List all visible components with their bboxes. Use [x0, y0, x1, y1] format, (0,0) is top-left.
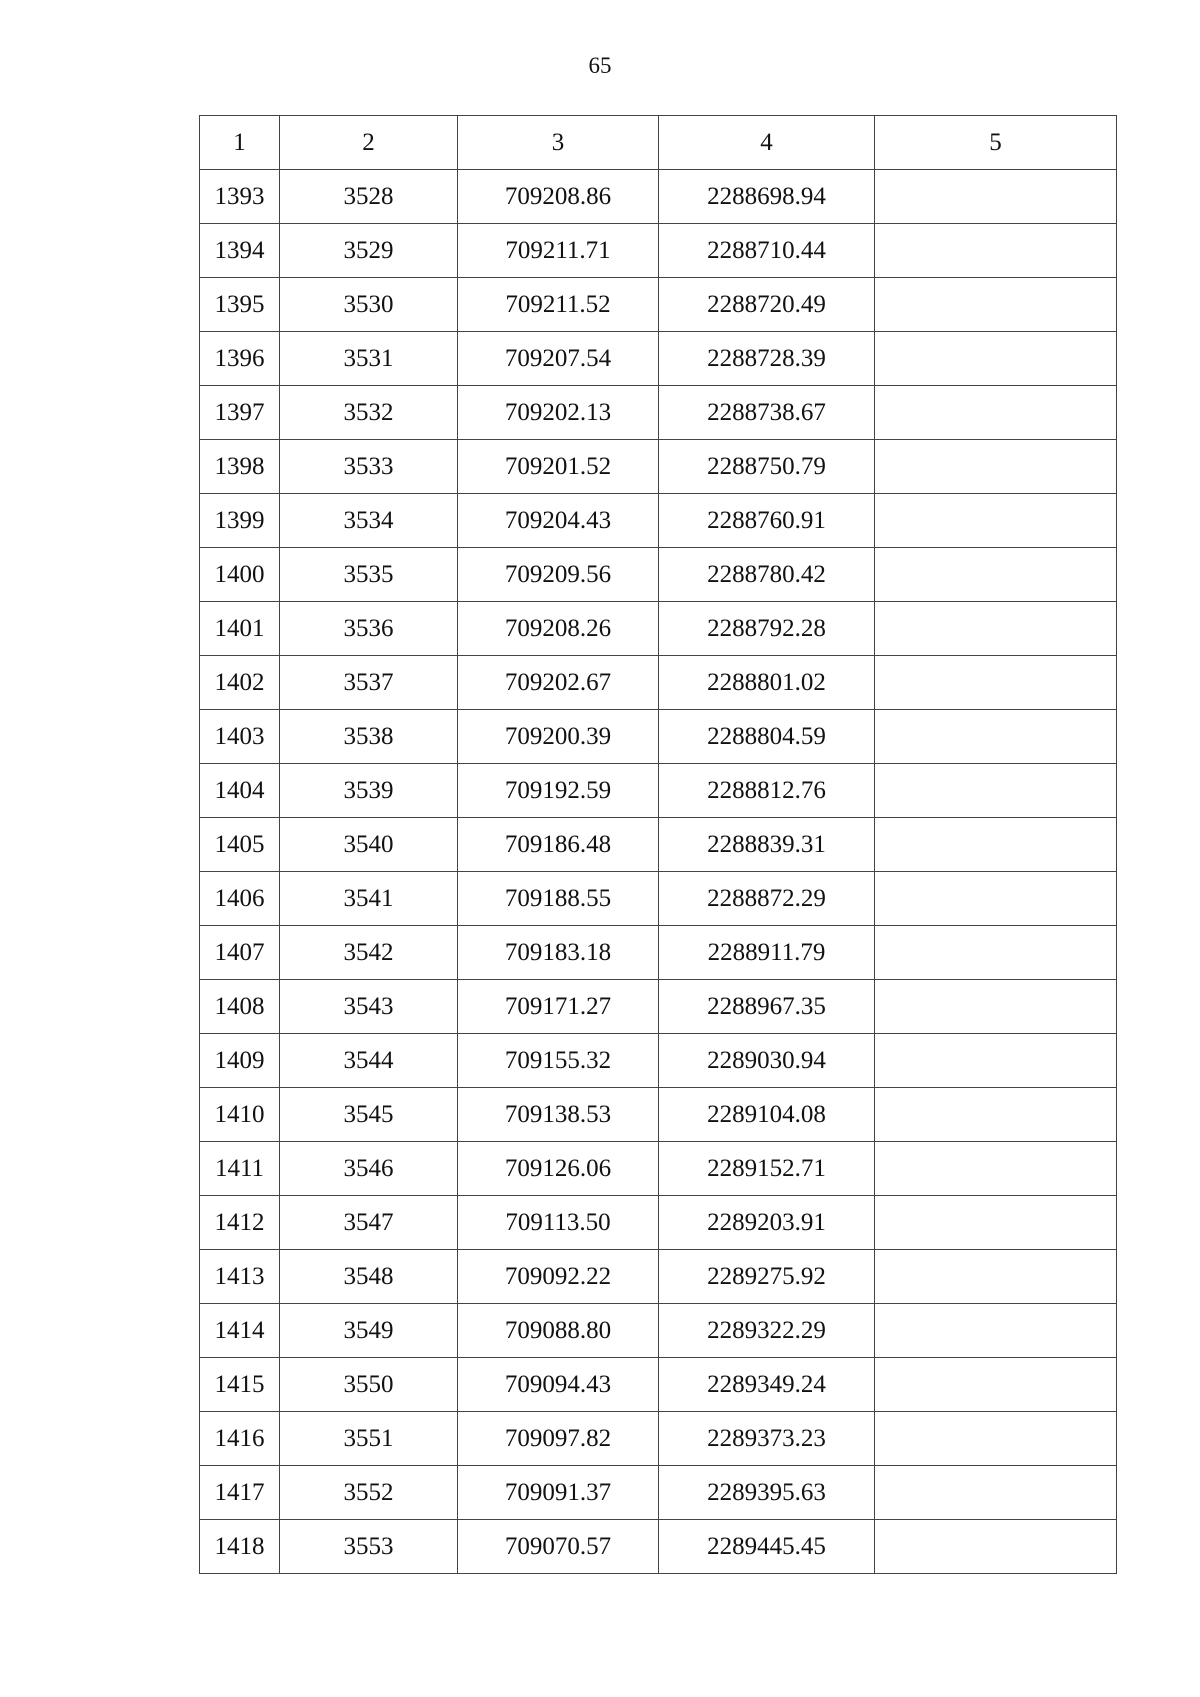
- x-coordinate-cell: 709200.39: [458, 710, 659, 764]
- point-number-cell: 3551: [280, 1412, 458, 1466]
- note-cell: [875, 1088, 1117, 1142]
- note-cell: [875, 602, 1117, 656]
- note-cell: [875, 980, 1117, 1034]
- y-coordinate-cell: 2289030.94: [659, 1034, 875, 1088]
- point-number-cell: 3529: [280, 224, 458, 278]
- point-number-cell: 3541: [280, 872, 458, 926]
- x-coordinate-cell: 709155.32: [458, 1034, 659, 1088]
- y-coordinate-cell: 2289152.71: [659, 1142, 875, 1196]
- point-number-cell: 3531: [280, 332, 458, 386]
- column-header-1: 1: [200, 116, 280, 170]
- point-number-cell: 3549: [280, 1304, 458, 1358]
- table-header-row: [200, 116, 1117, 170]
- table-row: [200, 818, 1117, 872]
- point-number-cell: 3546: [280, 1142, 458, 1196]
- y-coordinate-cell: 2289373.23: [659, 1412, 875, 1466]
- row-number-cell: 1407: [200, 926, 280, 980]
- note-cell: [875, 494, 1117, 548]
- x-coordinate-cell: 709138.53: [458, 1088, 659, 1142]
- note-cell: [875, 386, 1117, 440]
- row-number-cell: 1395: [200, 278, 280, 332]
- table-row: [200, 278, 1117, 332]
- point-number-cell: 3535: [280, 548, 458, 602]
- coordinates-table: [199, 115, 1117, 1574]
- table-row: [200, 548, 1117, 602]
- row-number-cell: 1409: [200, 1034, 280, 1088]
- x-coordinate-cell: 709208.86: [458, 170, 659, 224]
- table-row: [200, 710, 1117, 764]
- note-cell: [875, 440, 1117, 494]
- x-coordinate-cell: 709186.48: [458, 818, 659, 872]
- point-number-cell: 3534: [280, 494, 458, 548]
- row-number-cell: 1405: [200, 818, 280, 872]
- table-body: [200, 116, 1117, 1574]
- table-row: [200, 602, 1117, 656]
- y-coordinate-cell: 2289203.91: [659, 1196, 875, 1250]
- row-number-cell: 1404: [200, 764, 280, 818]
- x-coordinate-cell: 709094.43: [458, 1358, 659, 1412]
- row-number-cell: 1400: [200, 548, 280, 602]
- y-coordinate-cell: 2288738.67: [659, 386, 875, 440]
- row-number-cell: 1393: [200, 170, 280, 224]
- x-coordinate-cell: 709211.52: [458, 278, 659, 332]
- row-number-cell: 1413: [200, 1250, 280, 1304]
- column-header-3: 3: [458, 116, 659, 170]
- x-coordinate-cell: 709183.18: [458, 926, 659, 980]
- x-coordinate-cell: 709113.50: [458, 1196, 659, 1250]
- x-coordinate-cell: 709188.55: [458, 872, 659, 926]
- point-number-cell: 3537: [280, 656, 458, 710]
- note-cell: [875, 872, 1117, 926]
- table-row: [200, 1034, 1117, 1088]
- row-number-cell: 1414: [200, 1304, 280, 1358]
- note-cell: [875, 548, 1117, 602]
- point-number-cell: 3548: [280, 1250, 458, 1304]
- note-cell: [875, 764, 1117, 818]
- point-number-cell: 3530: [280, 278, 458, 332]
- row-number-cell: 1408: [200, 980, 280, 1034]
- x-coordinate-cell: 709204.43: [458, 494, 659, 548]
- point-number-cell: 3538: [280, 710, 458, 764]
- row-number-cell: 1402: [200, 656, 280, 710]
- note-cell: [875, 710, 1117, 764]
- note-cell: [875, 1034, 1117, 1088]
- note-cell: [875, 332, 1117, 386]
- point-number-cell: 3553: [280, 1520, 458, 1574]
- table-row: [200, 656, 1117, 710]
- table-row: [200, 224, 1117, 278]
- x-coordinate-cell: 709211.71: [458, 224, 659, 278]
- table-row: [200, 494, 1117, 548]
- table-row: [200, 872, 1117, 926]
- y-coordinate-cell: 2289445.45: [659, 1520, 875, 1574]
- note-cell: [875, 1196, 1117, 1250]
- y-coordinate-cell: 2288720.49: [659, 278, 875, 332]
- point-number-cell: 3544: [280, 1034, 458, 1088]
- row-number-cell: 1410: [200, 1088, 280, 1142]
- table-row: [200, 1466, 1117, 1520]
- note-cell: [875, 1358, 1117, 1412]
- note-cell: [875, 656, 1117, 710]
- point-number-cell: 3539: [280, 764, 458, 818]
- x-coordinate-cell: 709092.22: [458, 1250, 659, 1304]
- point-number-cell: 3540: [280, 818, 458, 872]
- column-header-5: 5: [875, 116, 1117, 170]
- point-number-cell: 3536: [280, 602, 458, 656]
- note-cell: [875, 224, 1117, 278]
- table-row: [200, 332, 1117, 386]
- y-coordinate-cell: 2288872.29: [659, 872, 875, 926]
- x-coordinate-cell: 709192.59: [458, 764, 659, 818]
- row-number-cell: 1418: [200, 1520, 280, 1574]
- x-coordinate-cell: 709208.26: [458, 602, 659, 656]
- note-cell: [875, 926, 1117, 980]
- point-number-cell: 3542: [280, 926, 458, 980]
- y-coordinate-cell: 2288812.76: [659, 764, 875, 818]
- x-coordinate-cell: 709126.06: [458, 1142, 659, 1196]
- row-number-cell: 1401: [200, 602, 280, 656]
- row-number-cell: 1417: [200, 1466, 280, 1520]
- y-coordinate-cell: 2288839.31: [659, 818, 875, 872]
- note-cell: [875, 278, 1117, 332]
- note-cell: [875, 1142, 1117, 1196]
- note-cell: [875, 1520, 1117, 1574]
- x-coordinate-cell: 709207.54: [458, 332, 659, 386]
- x-coordinate-cell: 709088.80: [458, 1304, 659, 1358]
- note-cell: [875, 818, 1117, 872]
- y-coordinate-cell: 2289104.08: [659, 1088, 875, 1142]
- note-cell: [875, 1412, 1117, 1466]
- x-coordinate-cell: 709202.13: [458, 386, 659, 440]
- y-coordinate-cell: 2288698.94: [659, 170, 875, 224]
- table-row: [200, 1250, 1117, 1304]
- x-coordinate-cell: 709091.37: [458, 1466, 659, 1520]
- note-cell: [875, 170, 1117, 224]
- table-row: [200, 980, 1117, 1034]
- row-number-cell: 1399: [200, 494, 280, 548]
- y-coordinate-cell: 2289349.24: [659, 1358, 875, 1412]
- y-coordinate-cell: 2288967.35: [659, 980, 875, 1034]
- note-cell: [875, 1304, 1117, 1358]
- x-coordinate-cell: 709070.57: [458, 1520, 659, 1574]
- note-cell: [875, 1250, 1117, 1304]
- point-number-cell: 3552: [280, 1466, 458, 1520]
- point-number-cell: 3547: [280, 1196, 458, 1250]
- y-coordinate-cell: 2289275.92: [659, 1250, 875, 1304]
- y-coordinate-cell: 2288780.42: [659, 548, 875, 602]
- y-coordinate-cell: 2288911.79: [659, 926, 875, 980]
- column-header-4: 4: [659, 116, 875, 170]
- table-row: [200, 440, 1117, 494]
- column-header-2: 2: [280, 116, 458, 170]
- row-number-cell: 1412: [200, 1196, 280, 1250]
- row-number-cell: 1396: [200, 332, 280, 386]
- table-row: [200, 1412, 1117, 1466]
- y-coordinate-cell: 2288804.59: [659, 710, 875, 764]
- y-coordinate-cell: 2288710.44: [659, 224, 875, 278]
- x-coordinate-cell: 709209.56: [458, 548, 659, 602]
- point-number-cell: 3543: [280, 980, 458, 1034]
- y-coordinate-cell: 2288750.79: [659, 440, 875, 494]
- table-row: [200, 1520, 1117, 1574]
- y-coordinate-cell: 2289395.63: [659, 1466, 875, 1520]
- x-coordinate-cell: 709201.52: [458, 440, 659, 494]
- row-number-cell: 1406: [200, 872, 280, 926]
- row-number-cell: 1416: [200, 1412, 280, 1466]
- x-coordinate-cell: 709171.27: [458, 980, 659, 1034]
- point-number-cell: 3550: [280, 1358, 458, 1412]
- row-number-cell: 1411: [200, 1142, 280, 1196]
- table-row: [200, 386, 1117, 440]
- table-row: [200, 170, 1117, 224]
- table-row: [200, 1088, 1117, 1142]
- row-number-cell: 1394: [200, 224, 280, 278]
- point-number-cell: 3528: [280, 170, 458, 224]
- y-coordinate-cell: 2288801.02: [659, 656, 875, 710]
- table-row: [200, 764, 1117, 818]
- point-number-cell: 3532: [280, 386, 458, 440]
- table-row: [200, 926, 1117, 980]
- x-coordinate-cell: 709097.82: [458, 1412, 659, 1466]
- row-number-cell: 1397: [200, 386, 280, 440]
- row-number-cell: 1403: [200, 710, 280, 764]
- x-coordinate-cell: 709202.67: [458, 656, 659, 710]
- table-row: [200, 1304, 1117, 1358]
- note-cell: [875, 1466, 1117, 1520]
- table-row: [200, 1196, 1117, 1250]
- row-number-cell: 1415: [200, 1358, 280, 1412]
- y-coordinate-cell: 2288792.28: [659, 602, 875, 656]
- point-number-cell: 3533: [280, 440, 458, 494]
- y-coordinate-cell: 2288728.39: [659, 332, 875, 386]
- page-number: 65: [588, 53, 612, 78]
- row-number-cell: 1398: [200, 440, 280, 494]
- y-coordinate-cell: 2288760.91: [659, 494, 875, 548]
- table-row: [200, 1358, 1117, 1412]
- table-row: [200, 1142, 1117, 1196]
- point-number-cell: 3545: [280, 1088, 458, 1142]
- y-coordinate-cell: 2289322.29: [659, 1304, 875, 1358]
